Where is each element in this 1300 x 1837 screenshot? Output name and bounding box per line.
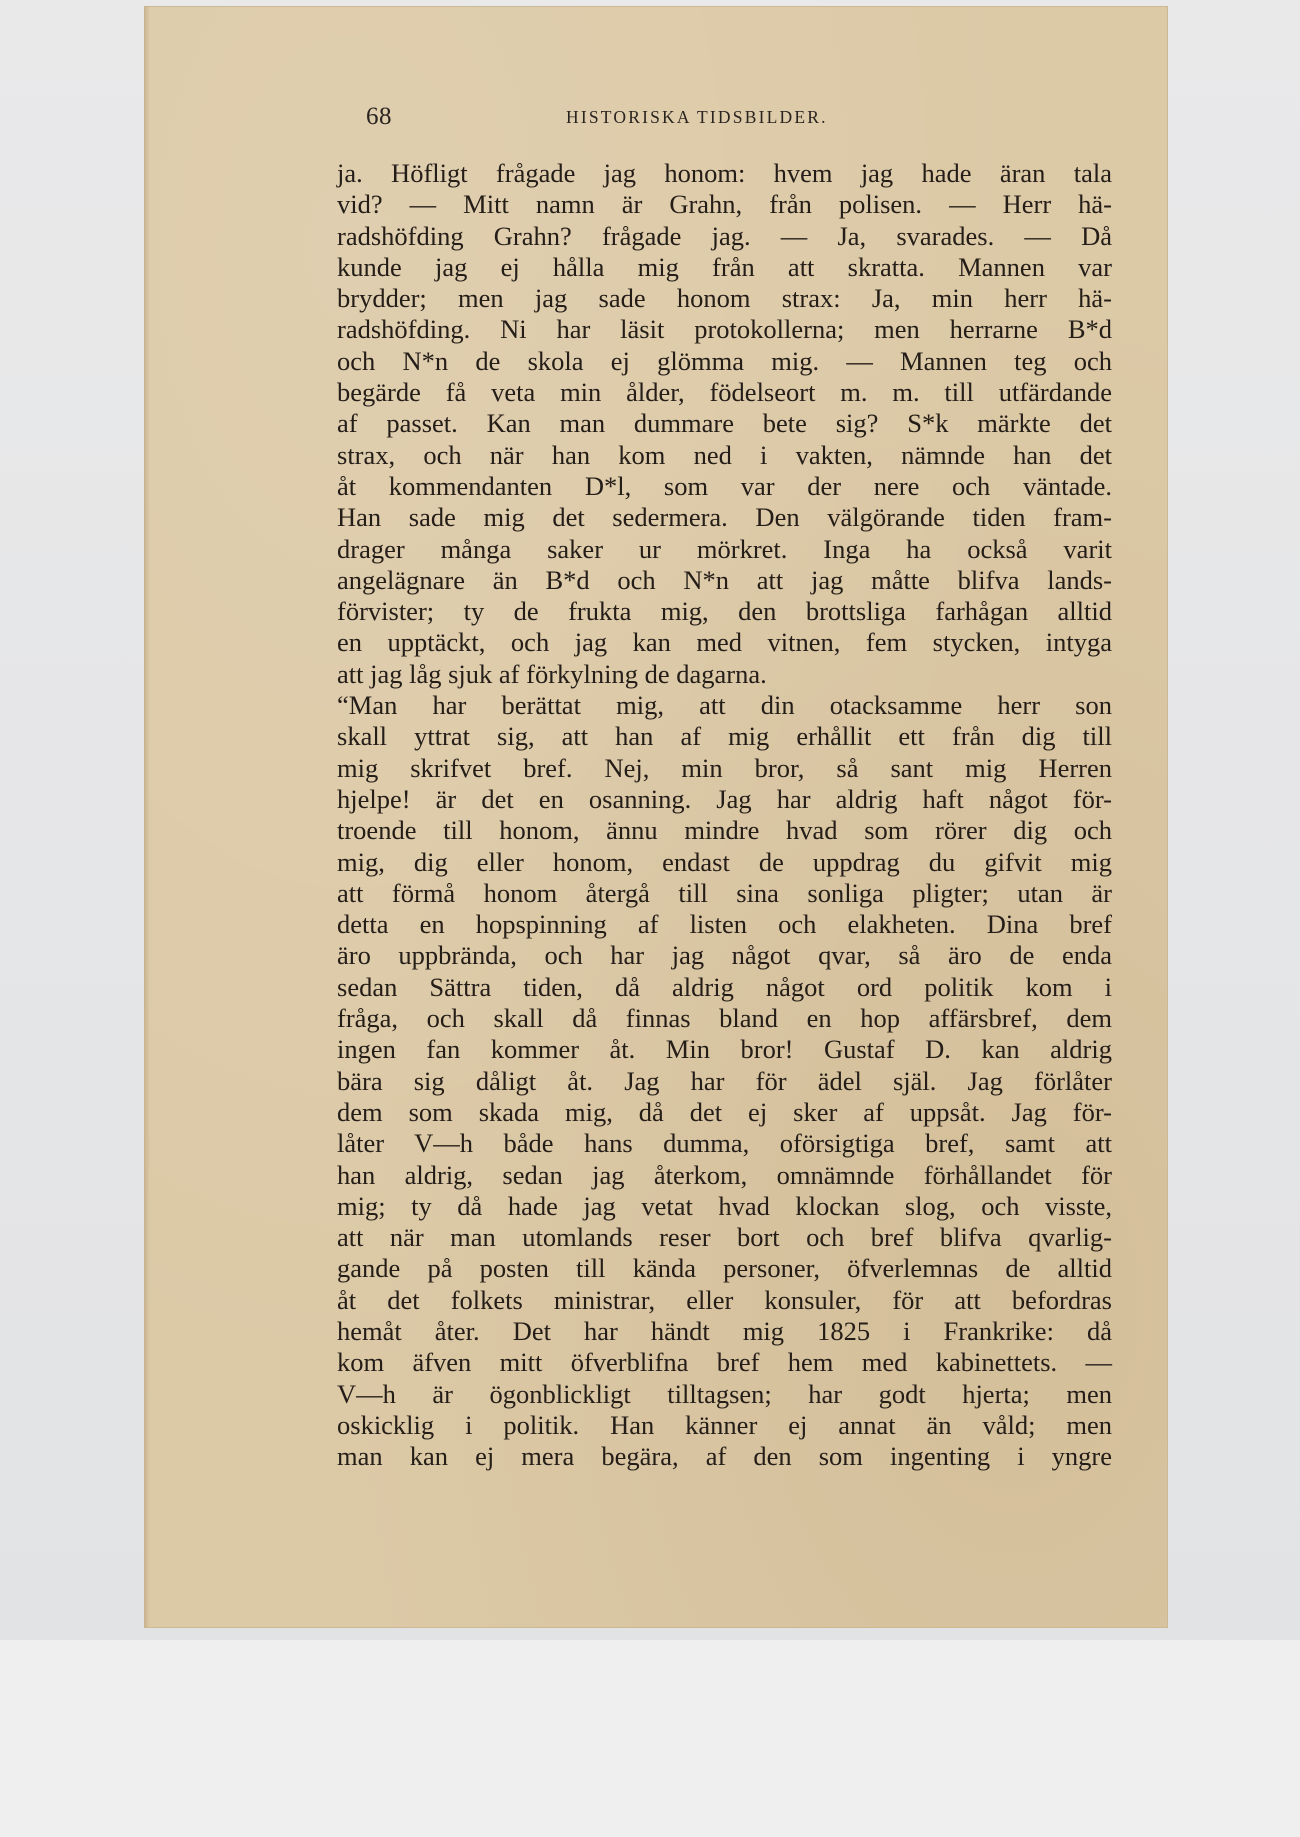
- text-line: en upptäckt, och jag kan med vitnen, fem stycken, intyga: [337, 627, 1112, 658]
- text-line: att förmå honom återgå till sina sonliga pligter; utan är: [337, 877, 1112, 908]
- text-line: V—h är ögonblickligt tilltagsen; har godt hjerta; men: [337, 1378, 1112, 1409]
- page-edge: [144, 6, 150, 1628]
- text-line: åt det folkets ministrar, eller konsuler, för att befordras: [337, 1284, 1112, 1315]
- text-line: begärde få veta min ålder, födelseort m. m. till utfärdande: [337, 377, 1112, 408]
- text-line: låter V—h både hans dumma, oförsigtiga bref, samt att: [337, 1128, 1112, 1159]
- text-line: han aldrig, sedan jag återkom, omnämnde förhållandet för: [337, 1159, 1112, 1190]
- text-line: åt kommendanten D*l, som var der nere och väntade.: [337, 470, 1112, 501]
- text-line: mig skrifvet bref. Nej, min bror, så sant mig Herren: [337, 752, 1112, 783]
- text-line: fråga, och skall då finnas bland en hop affärsbref, dem: [337, 1003, 1112, 1034]
- text-line: ingen fan kommer åt. Min bror! Gustaf D. kan aldrig: [337, 1034, 1112, 1065]
- text-line: radshöfding Grahn? frågade jag. — Ja, svarades. — Då: [337, 220, 1112, 251]
- text-line: drager många saker ur mörkret. Inga ha också varit: [337, 533, 1112, 564]
- scan-bottom-margin: [0, 1640, 1300, 1837]
- text-line: bära sig dåligt åt. Jag har för ädel själ. Jag förlåter: [337, 1065, 1112, 1096]
- text-line: dem som skada mig, då det ej sker af uppsåt. Jag för-: [337, 1096, 1112, 1127]
- text-line: oskicklig i politik. Han känner ej annat än våld; men: [337, 1409, 1112, 1440]
- text-line: skall yttrat sig, att han af mig erhållit ett från dig till: [337, 721, 1112, 752]
- text-line: mig, dig eller honom, endast de uppdrag du gifvit mig: [337, 846, 1112, 877]
- text-line: man kan ej mera begära, af den som ingenting i yngre: [337, 1441, 1112, 1472]
- text-line: ja. Höfligt frågade jag honom: hvem jag hade äran tala: [337, 158, 1112, 188]
- text-line: och N*n de skola ej glömma mig. — Mannen teg och: [337, 345, 1112, 376]
- page-number: 68: [366, 103, 392, 130]
- text-line: att jag låg sjuk af förkylning de dagarna.: [337, 658, 767, 689]
- text-line: kunde jag ej hålla mig från att skratta. Mannen var: [337, 251, 1112, 282]
- text-line: äro uppbrända, och har jag något qvar, så äro de enda: [337, 940, 1112, 971]
- text-line: radshöfding. Ni har läsit protokollerna; men herrarne B*d: [337, 314, 1112, 345]
- text-line: mig; ty då hade jag vetat hvad klockan slog, och visste,: [337, 1190, 1112, 1221]
- text-line: gande på posten till kända personer, öfverlemnas de alltid: [337, 1253, 1112, 1284]
- running-head: HISTORISKA TIDSBILDER.: [566, 107, 828, 127]
- text-line: troende till honom, ännu mindre hvad som rörer dig och: [337, 815, 1112, 846]
- text-line: kom äfven mitt öfverblifna bref hem med kabinettets. —: [337, 1347, 1112, 1378]
- text-line: att när man utomlands reser bort och bref blifva qvarlig-: [337, 1222, 1112, 1253]
- text-line: sedan Sättra tiden, då aldrig något ord politik kom i: [337, 971, 1112, 1002]
- text-line: strax, och när han kom ned i vakten, nämnde han det: [337, 439, 1112, 470]
- text-line: Han sade mig det sedermera. Den välgörande tiden fram-: [337, 502, 1112, 533]
- text-line: detta en hopspinning af listen och elakheten. Dina bref: [337, 909, 1112, 940]
- text-line: hjelpe! är det en osanning. Jag har aldrig haft något för-: [337, 783, 1112, 814]
- text-line: förvister; ty de frukta mig, den brottsliga farhågan alltid: [337, 596, 1112, 627]
- body-text: [337, 158, 1112, 1472]
- text-line: hemåt åter. Det har händt mig 1825 i Frankrike: då: [337, 1315, 1112, 1346]
- text-line: angelägnare än B*d och N*n att jag måtte blifva lands-: [337, 564, 1112, 595]
- text-line: af passet. Kan man dummare bete sig? S*k märkte det: [337, 408, 1112, 439]
- text-line: “Man har berättat mig, att din otacksamme herr son: [337, 690, 1112, 721]
- text-line: brydder; men jag sade honom strax: Ja, min herr hä-: [337, 283, 1112, 314]
- text-line: vid? — Mitt namn är Grahn, från polisen. — Herr hä-: [337, 189, 1112, 220]
